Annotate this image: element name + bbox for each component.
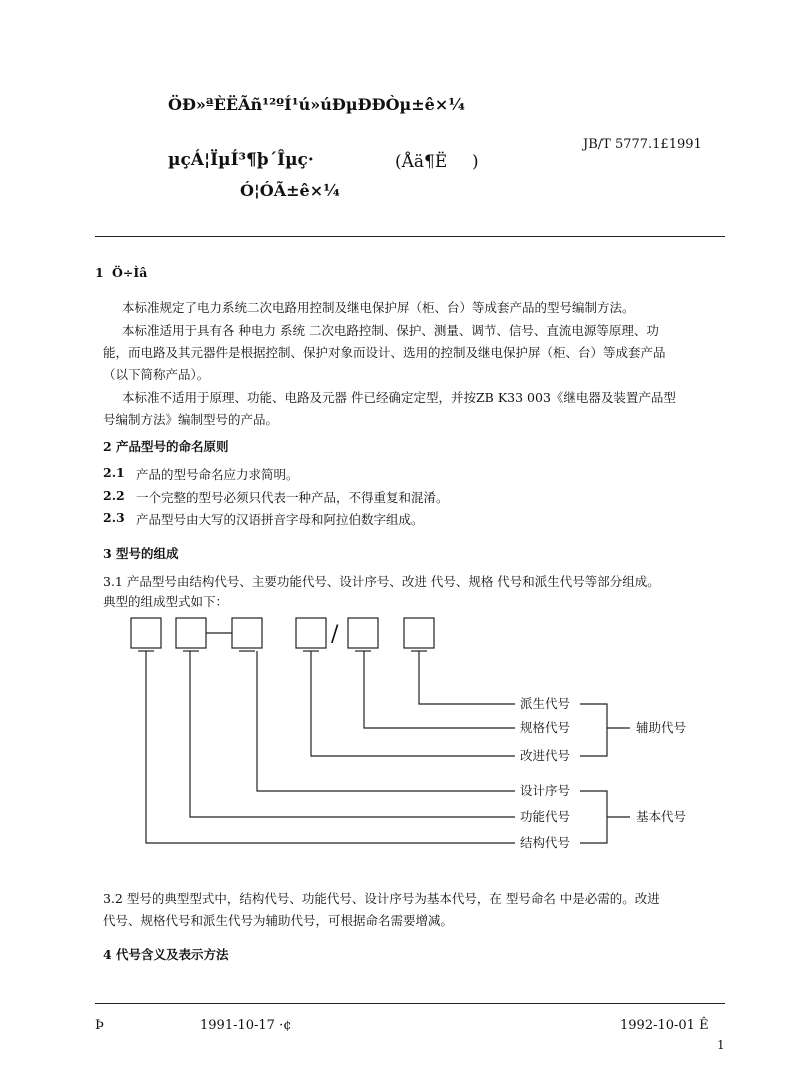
label-derivation-code: 派生代号	[520, 696, 571, 711]
box-derivation-code	[404, 618, 434, 648]
box-specification-code	[348, 618, 378, 648]
section-2-item-2-text: 一个完整的型号必须只代表一种产品，不得重复和混淆。	[136, 490, 449, 505]
issue-date: 1991-10-17 ·¢	[200, 1018, 292, 1033]
label-structure-code: 结构代号	[520, 835, 571, 850]
box-improvement-code	[296, 618, 326, 648]
label-specification-code: 规格代号	[520, 720, 571, 735]
box-function-code	[176, 618, 206, 648]
section-3-paragraph-2-line-2: 代号、规格代号和派生代号为辅助代号，可根据命名需要增减。	[103, 913, 454, 928]
footer-left-mark: Þ	[95, 1018, 104, 1033]
section-2-item-3-text: 产品型号由大写的汉语拼音字母和阿拉伯数字组成。	[136, 512, 424, 527]
section-1-paragraph-1: 本标准规定了电力系统二次电路用控制及继电保护屏（柜、台）等成套产品的型号编制方法。	[122, 300, 635, 315]
section-4-title: 4 代号含义及表示方法	[103, 947, 229, 962]
header-garbled-left: µçÁ¦ÏµÍ³¶þ´Îµç·	[168, 150, 314, 170]
section-3-paragraph-2-line-1: 3.2 型号的典型型式中，结构代号、功能代号、设计序号为基本代号，在 型号命名 中是必需的。改进	[103, 891, 660, 906]
section-2-item-1-num: 2.1	[103, 465, 125, 480]
section-3-paragraph-1-line-1: 3.1 产品型号由结构代号、主要功能代号、设计序号、改进 代号、规格 代号和派生代号等部分组成。	[103, 574, 660, 589]
header-paren-close: )	[472, 152, 479, 172]
section-3-paragraph-1-line-2: 典型的组成型式如下：	[103, 594, 229, 609]
box-design-serial	[232, 618, 262, 648]
label-improvement-code: 改进代号	[520, 748, 571, 763]
section-1-paragraph-2-line-2: 能，而电路及其元器件是根据控制、保护对象而设计、选用的控制及继电保护屏（柜、台）等成套产品	[103, 345, 666, 360]
effective-date: 1992-10-01 Ê	[620, 1018, 709, 1033]
section-2-item-2-num: 2.2	[103, 488, 125, 503]
label-auxiliary-code: 辅助代号	[636, 720, 687, 735]
section-1-title: Ö÷Ìâ	[112, 265, 148, 280]
header-garbled-mid: (Åä¶Ë	[395, 152, 448, 172]
label-basic-code: 基本代号	[636, 809, 687, 824]
top-divider	[95, 236, 725, 237]
section-3-title: 3 型号的组成	[103, 546, 179, 561]
section-2-item-1-text: 产品的型号命名应力求简明。	[136, 467, 299, 482]
section-1-paragraph-3-line-2: 号编制方法》编制型号的产品。	[103, 412, 279, 427]
label-function-code: 功能代号	[520, 809, 571, 824]
section-1-paragraph-2-line-1: 本标准适用于具有各 种电力 系统 二次电路控制、保护、测量、调节、信号、直流电源等原理、功	[122, 323, 659, 338]
slash-separator: /	[331, 622, 339, 647]
section-1-paragraph-2-line-3: （以下简称产品）。	[103, 367, 210, 382]
standard-number: JB/T 5777.1£1991	[583, 137, 702, 152]
section-1-number: 1	[95, 265, 104, 280]
model-composition-diagram	[0, 605, 800, 865]
section-1-paragraph-3-line-1: 本标准不适用于原理、功能、电路及元器 件已经确定定型，并按ZB K33 003《继电器及装置产品型	[122, 390, 676, 405]
header-garbled-left-2: Ó¦ÓÃ±ê×¼	[240, 181, 340, 200]
document-header-title: ÖÐ»ªÈËÃñ¹²ºÍ¹ú»úÐµÐÐÒµ±ê×¼	[168, 95, 465, 114]
section-2-item-3-num: 2.3	[103, 510, 125, 525]
box-structure-code	[131, 618, 161, 648]
label-design-serial: 设计序号	[520, 783, 571, 798]
bottom-divider	[95, 1003, 725, 1004]
section-2-title: 2 产品型号的命名原则	[103, 439, 229, 454]
page-number: 1	[717, 1038, 725, 1052]
